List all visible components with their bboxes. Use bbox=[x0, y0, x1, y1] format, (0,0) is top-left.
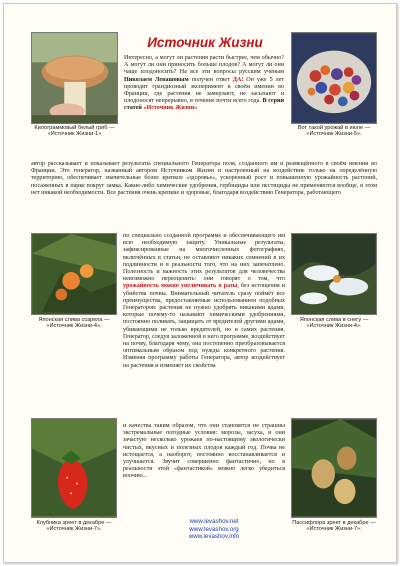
series-name: «Источник Жизни» bbox=[143, 105, 198, 112]
strawberry-image bbox=[32, 419, 116, 517]
intro-cont: получен ответ bbox=[191, 76, 230, 83]
intro-text: Интересно, а могут ли растения расти быстрее, чем обычно? А могут ли они приносить больше плодов? А могут ли они чаще плодоносить? На все эти вопросы русским учёным bbox=[124, 55, 284, 76]
article-title: Источник Жизни bbox=[147, 35, 263, 50]
magazine-page bbox=[3, 3, 397, 563]
passiflora-image bbox=[292, 419, 376, 517]
p3-highlight: урожайность можно увеличивать в bbox=[123, 283, 222, 290]
caption-top-left: Килограммовый белый гриб — «Источник Жизни-1» bbox=[34, 125, 115, 138]
author-name: Николаем Левашовым bbox=[124, 76, 189, 83]
link-levashov-org[interactable]: www.levashov.org bbox=[189, 525, 239, 533]
website-links bbox=[174, 518, 254, 541]
link-levashov-net[interactable]: www.levashov.net bbox=[189, 518, 239, 525]
body-paragraph-4: и качества таким образом, что они становятся не страшны экстремальные погодные условия: морозы, засуха, и они зачастую несколько урожаев по-настоящему экологически чистых, вкусных и полезных плодов каждый год. Почва не истощается, а наоборот, постоянно восстанавливается и улучшается. Звучит совершенно фантастично, но в реальности этой «фантастикой» можно легко убедиться воочию... bbox=[123, 423, 285, 480]
passiflora-photo bbox=[291, 418, 377, 518]
caption-mid-right: Японская слива в снегу — «Источник Жизни-4». bbox=[299, 317, 369, 330]
intro-paragraph bbox=[124, 55, 284, 113]
intro-end: Он уже 5 лет проводит грандиозный эксперимент в своём имении во Франции, где растения не замерзают, не засыхают и плодоносят непрерывно, в течение почти всего года. bbox=[124, 76, 284, 105]
snow-plum-image bbox=[292, 234, 376, 314]
caption-bottom-left: Клубника зреет в декабре — «Источник Жизни-7». bbox=[36, 520, 112, 533]
series-lead: В серии статей bbox=[124, 98, 284, 112]
snow-plum-photo bbox=[291, 233, 377, 315]
body-paragraph-2: автор рассказывает и показывает результаты специального Генератора поля, созданного им и размещённого в своём имении во Франции. Это генератор, названный автором Источником Жизни и настроенный на воздействие только на определённую территорию, обеспечивает значительные более крепкое «здоровье», ускоренный рост и повышенную урожайность растений, посаженных в парке вокруг замка. Какие-либо химические удобрения, гербициды или пестициды не применяются вообще, в этом нет никакой необходимости. Все растения очень крепкие и здоровые, благодаря воздействию Генератора, работающего bbox=[31, 161, 377, 196]
berries-photo bbox=[291, 32, 377, 124]
p3-text: по специально созданной программе и обеспечивающего им всю необходимую защиту. Уникальные результаты, зафиксированные на многочисленных фотографиях, включённых в статьи, не оставляют никаких сомнений в их подлинности и в реальности того, что на них запечатлено. Полезность и важность этих результатов для человечества невозможно переоценить: они говорят о том, что bbox=[123, 233, 285, 283]
persimmon-image bbox=[32, 234, 116, 314]
p3-highlight-2: разы bbox=[223, 283, 238, 290]
mushroom-photo bbox=[31, 32, 118, 124]
link-levashov-info[interactable]: www.levashov.info bbox=[188, 533, 240, 541]
caption-bottom-right: Пассифлора зреет в декабре — «Источник Жизни-7». bbox=[292, 520, 376, 533]
caption-top-right: Вот такой урожай в июле — «Источник Жизни-5». bbox=[297, 125, 371, 138]
mushroom-image bbox=[32, 33, 117, 123]
body-paragraph-3-column bbox=[123, 233, 285, 370]
answer-yes: ДА! bbox=[232, 76, 244, 83]
p3-end: , без истощения и убийства почвы. Внимательный читатель сразу поймёт все преимущества, предоставляемые использованием подобных Генераторов: растения не нужно удобрять никакими ядами, которые почему-то называют химическими удобрениями, постоянно поливать, защищать от вредителей другими ядами, убивающими не только вредителей, но и самих растения. Генератор, следуя заложенной в него программе, воздействует на почву, благодаря чему, она постепенно преобразовывается оптимальным образом под нужды конкретного растения. Изменяя программу работы Генератора, автор воздействует на растения и изменяет их свойства bbox=[123, 283, 286, 369]
persimmon-photo bbox=[31, 233, 117, 315]
caption-mid-left: Японская слива созрела — «Источник Жизни-4». bbox=[38, 317, 110, 330]
strawberry-photo bbox=[31, 418, 117, 518]
berries-image bbox=[292, 33, 376, 123]
